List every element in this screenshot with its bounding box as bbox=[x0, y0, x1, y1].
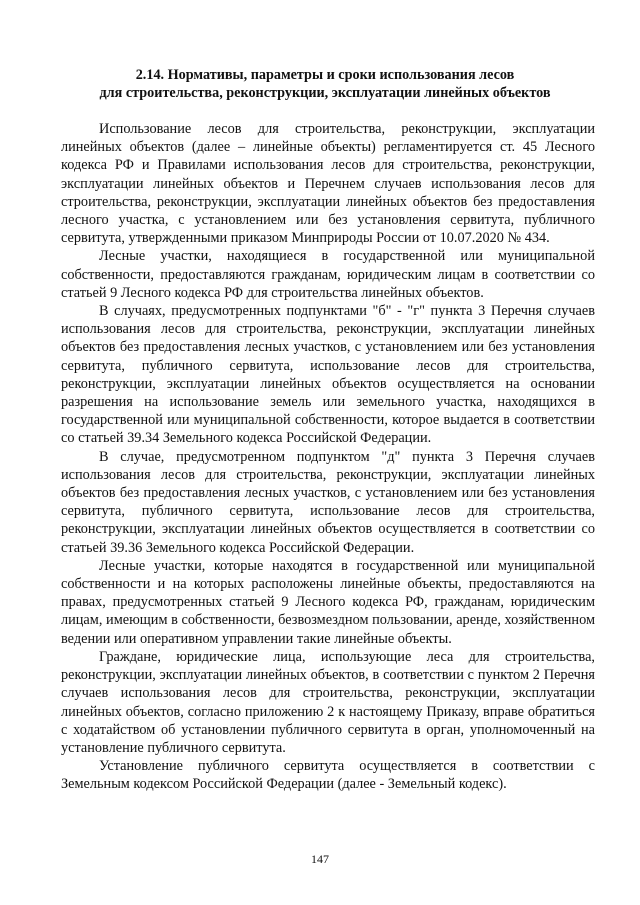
paragraph-2: Лесные участки, находящиеся в государственной или муниципальной собственности, предоставляются гражданам, юридическим лицам в соответствии со статьей 9 Лесного кодекса РФ для строительства линейных объектов. bbox=[61, 248, 595, 301]
section-heading bbox=[60, 66, 590, 102]
paragraph-5: Лесные участки, которые находятся в государственной или муниципальной собственности и на которых расположены линейные объекты, предоставляются на правах, предусмотренных статьей 9 Лесного кодекса РФ, гражданам, юридическим лицам, имеющим в собственности, безвозмездном пользовании, аренде, хозяйственном ведении или оперативном управлении такие линейные объекты. bbox=[61, 557, 595, 647]
paragraph-4: В случае, предусмотренном подпунктом "д" пункта 3 Перечня случаев использования лесов для строительства, реконструкции, эксплуатации линейных объектов без предоставления лесных участков, с установлением или без установления сервитута, публичного сервитута, использование лесов для строительства, реконструкции, эксплуатации линейных объектов осуществляется в соответствии со статьей 39.36 Земельного кодекса Российской Федерации. bbox=[61, 448, 595, 556]
body-text bbox=[61, 120, 595, 794]
paragraph-7: Установление публичного сервитута осуществляется в соответствии с Земельным кодексом Российской Федерации (далее - Земельный кодекс). bbox=[61, 758, 595, 793]
page-number: 147 bbox=[311, 852, 329, 866]
paragraph-1: Использование лесов для строительства, реконструкции, эксплуатации линейных объектов (далее – линейные объекты) регламентируется ст. 45 Лесного кодекса РФ и Правилами использования лесов для строительства, реконструкции, эксплуатации линейных объектов и Перечнем случаев использования лесов для строительства, реконструкции, эксплуатации линейных объектов без предоставления лесного участка, с установлением или без установления сервитута, публичного сервитута, утвержденными приказом Минприроды России от 10.07.2020 № 434. bbox=[61, 121, 595, 247]
paragraph-6: Граждане, юридические лица, использующие леса для строительства, реконструкции, эксплуатации линейных объектов, в соответствии с пунктом 2 Перечня случаев использования лесов для строительства, реконструкции, эксплуатации линейных объектов, согласно приложению 2 к настоящему Приказу, вправе обратиться с ходатайством об установлении публичного сервитута в орган, уполномоченный на установление публичного сервитута. bbox=[61, 648, 595, 756]
section-heading-line-1: 2.14. Нормативы, параметры и сроки использования лесов bbox=[135, 67, 515, 83]
paragraph-3: В случаях, предусмотренных подпунктами "б" - "г" пункта 3 Перечня случаев использования лесов для строительства, реконструкции, эксплуатации линейных объектов без предоставления лесных участков, с установлением или без установления сервитута, публичного сервитута, использование лесов для строительства, реконструкции, эксплуатации линейных объектов осуществляется на основании разрешения на использование земель или земельного участка, находящихся в государственной или муниципальной собственности, которое выдается в соответствии со статьей 39.34 Земельного кодекса Российской Федерации. bbox=[61, 303, 595, 447]
section-heading-line-2: для строительства, реконструкции, эксплуатации линейных объектов bbox=[99, 85, 551, 101]
